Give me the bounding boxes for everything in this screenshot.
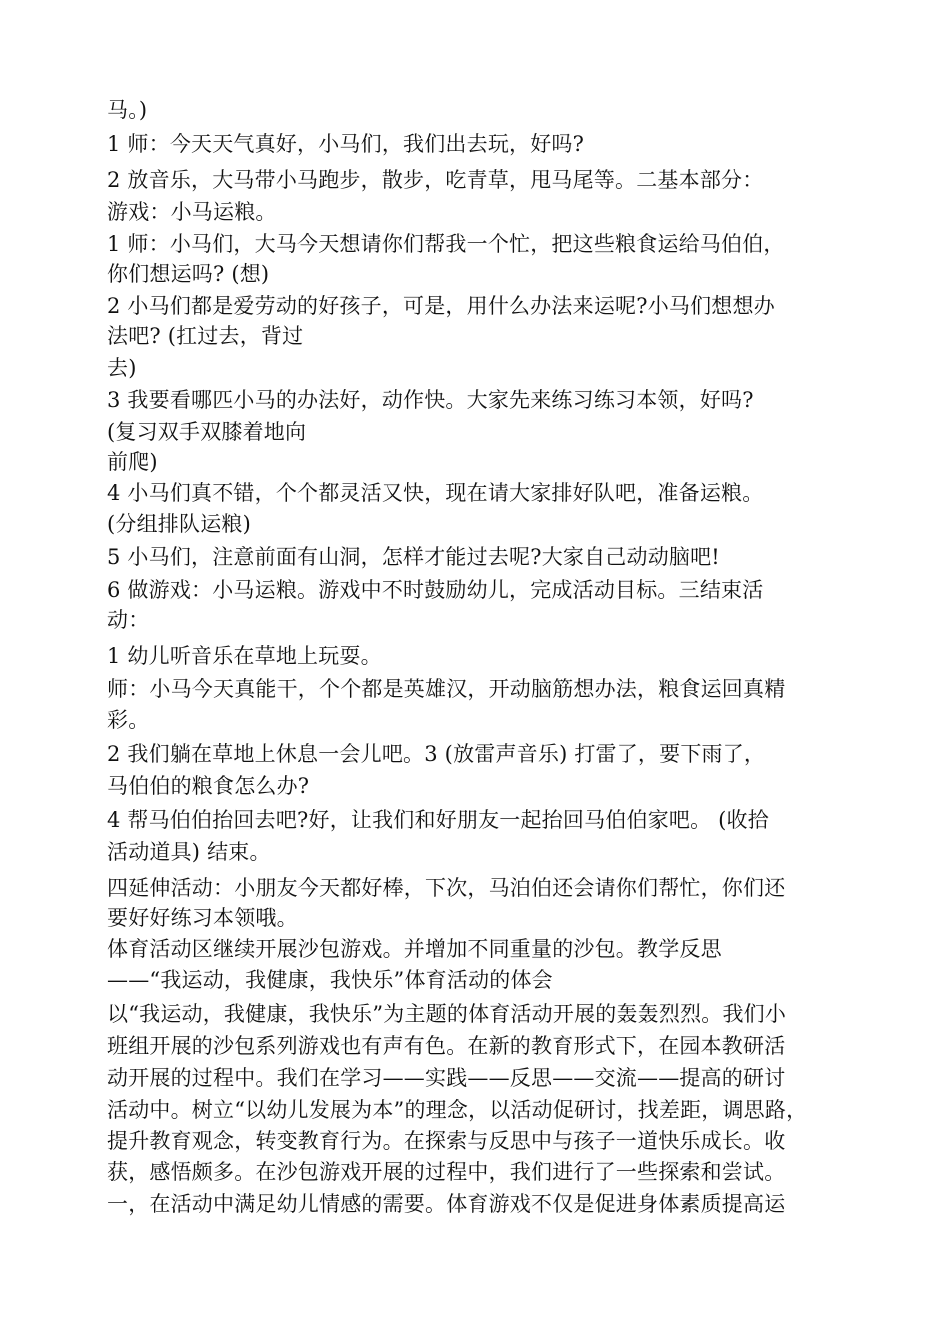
text-line: 5 小马们，注意前面有山洞，怎样才能过去呢?大家自己动动脑吧! [107, 545, 720, 569]
text-line: 去) [107, 356, 137, 380]
text-line: 6 做游戏：小马运粮。游戏中不时鼓励幼儿，完成活动目标。三结束活 [107, 578, 764, 602]
text-line: 前爬) [107, 450, 158, 474]
text-line: ——“我运动，我健康，我快乐”体育活动的体会 [107, 968, 553, 992]
text-line: 提升教育观念，转变教育行为。在探索与反思中与孩子一道快乐成长。收 [107, 1129, 786, 1153]
text-line: 2 放音乐，大马带小马跑步，散步，吃青草，甩马尾等。二基本部分： [107, 168, 764, 192]
text-line: 1 师：小马们，大马今天想请你们帮我一个忙，把这些粮食运给马伯伯， [107, 232, 785, 256]
text-line: 马。) [107, 98, 148, 122]
text-line: 3 我要看哪匹小马的办法好，动作快。大家先来练习练习本领，好吗? [107, 388, 754, 412]
text-line: 动开展的过程中。我们在学习——实践——反思——交流——提高的研讨 [107, 1066, 786, 1090]
text-line: 体育活动区继续开展沙包游戏。并增加不同重量的沙包。教学反思 [107, 937, 722, 961]
text-line: 马伯伯的粮食怎么办? [107, 774, 310, 798]
text-line: 游戏：小马运粮。 [107, 200, 277, 224]
text-line: 法吧? (扛过去，背过 [107, 324, 304, 348]
text-line: (分组排队运粮) [107, 512, 251, 536]
text-line: (复习双手双膝着地向 [107, 420, 307, 444]
text-line: 师：小马今天真能干，个个都是英雄汉，开动脑筋想办法，粮食运回真精 [107, 677, 786, 701]
text-line: 2 小马们都是爱劳动的好孩子，可是，用什么办法来运呢?小马们想想办 [107, 294, 775, 318]
text-line: 四延伸活动：小朋友今天都好棒，下次，马泊伯还会请你们帮忙，你们还 [107, 876, 786, 900]
text-line: 一，在活动中满足幼儿情感的需要。体育游戏不仅是促进身体素质提高运 [107, 1192, 786, 1216]
text-line: 2 我们躺在草地上休息一会儿吧。3 (放雷声音乐) 打雷了，要下雨了， [107, 742, 766, 766]
text-line: 动： [107, 608, 150, 632]
text-line: 以“我运动，我健康，我快乐”为主题的体育活动开展的轰轰烈烈。我们小 [107, 1002, 787, 1026]
text-line: 要好好练习本领哦。 [107, 906, 298, 930]
text-line: 1 师：今天天气真好，小马们，我们出去玩，好吗? [107, 132, 585, 156]
text-line: 活动道具) 结束。 [107, 840, 271, 864]
text-line: 获，感悟颇多。在沙包游戏开展的过程中，我们进行了一些探索和尝试。 [107, 1160, 786, 1184]
text-line: 班组开展的沙包系列游戏也有声有色。在新的教育形式下，在园本教研活 [107, 1034, 786, 1058]
text-line: 彩。 [107, 708, 150, 732]
text-line: 4 小马们真不错，个个都灵活又快，现在请大家排好队吧，准备运粮。 [107, 481, 764, 505]
text-line: 你们想运吗? (想) [107, 262, 270, 286]
text-line: 活动中。树立“以幼儿发展为本”的理念，以活动促研讨，找差距，调思路， [107, 1098, 808, 1122]
text-line: 4 帮马伯伯抬回去吧?好，让我们和好朋友一起抬回马伯伯家吧。 (收拾 [107, 808, 769, 832]
text-line: 1 幼儿听音乐在草地上玩耍。 [107, 644, 382, 668]
